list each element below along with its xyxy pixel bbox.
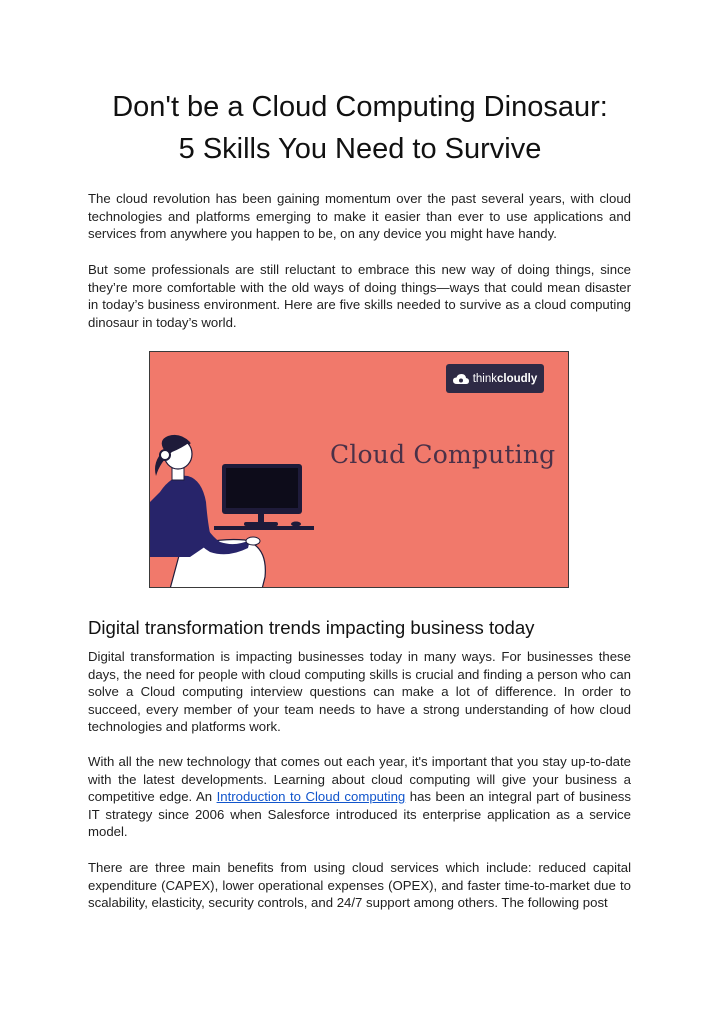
- title-line-2: 5 Skills You Need to Survive: [178, 133, 542, 165]
- section-paragraph-2: [88, 753, 631, 841]
- intro-cloud-computing-link[interactable]: Introduction to Cloud computing: [216, 789, 406, 805]
- section-heading: Digital transformation trends impacting business today: [88, 617, 535, 638]
- brand-suffix: cloudly: [497, 372, 538, 385]
- hero-image: [149, 351, 569, 588]
- cloud-logo-icon: [453, 373, 469, 385]
- section-paragraph-3: There are three main benefits from using cloud services which include: reduced capital expenditure (CAPEX), lower operational expenses (OPEX), and faster time-to-market due to scalability, elasticity, security controls, and 24/7 support among others. The following post: [88, 860, 631, 911]
- brand-prefix: think: [472, 372, 498, 385]
- brand-name: [473, 373, 538, 385]
- title-line-1: Don't be a Cloud Computing Dinosaur:: [112, 91, 608, 123]
- section-paragraph-1: Digital transformation is impacting businesses today in many ways. For businesses these days, the need for people with cloud computing skills is crucial and finding a person who can solve a Cloud computing interview questions can make a lot of difference. In order to succeed, every member of your team needs to have a strong understanding of how cloud technologies and platforms work.: [88, 649, 631, 735]
- paragraph-2-after-link: has been an integral part of business IT strategy since 2006 when Salesforce introduced its enterprise application as a service model.: [88, 789, 631, 840]
- intro-paragraph-2: But some professionals are still reluctant to embrace this new way of doing things, since they’re more comfortable with the old ways of doing things—ways that could mean disaster in today’s business environment. Here are five skills needed to survive as a cloud computing dinosaur in today’s world.: [88, 262, 631, 330]
- intro-paragraph-1: The cloud revolution has been gaining momentum over the past several years, with cloud technologies and platforms emerging to make it easier than ever to use applications and services from anywhere you happen to be, on any device you might have handy.: [88, 191, 631, 242]
- paragraph-2-before-link: With all the new technology that comes out each year, it's important that you stay up-to-date with the latest developments. Learning about cloud computing will give your business a competitive edge. An: [88, 754, 631, 805]
- brand-badge: [446, 364, 544, 393]
- page-title: [60, 86, 660, 170]
- hero-heading: Cloud Computing: [330, 440, 556, 469]
